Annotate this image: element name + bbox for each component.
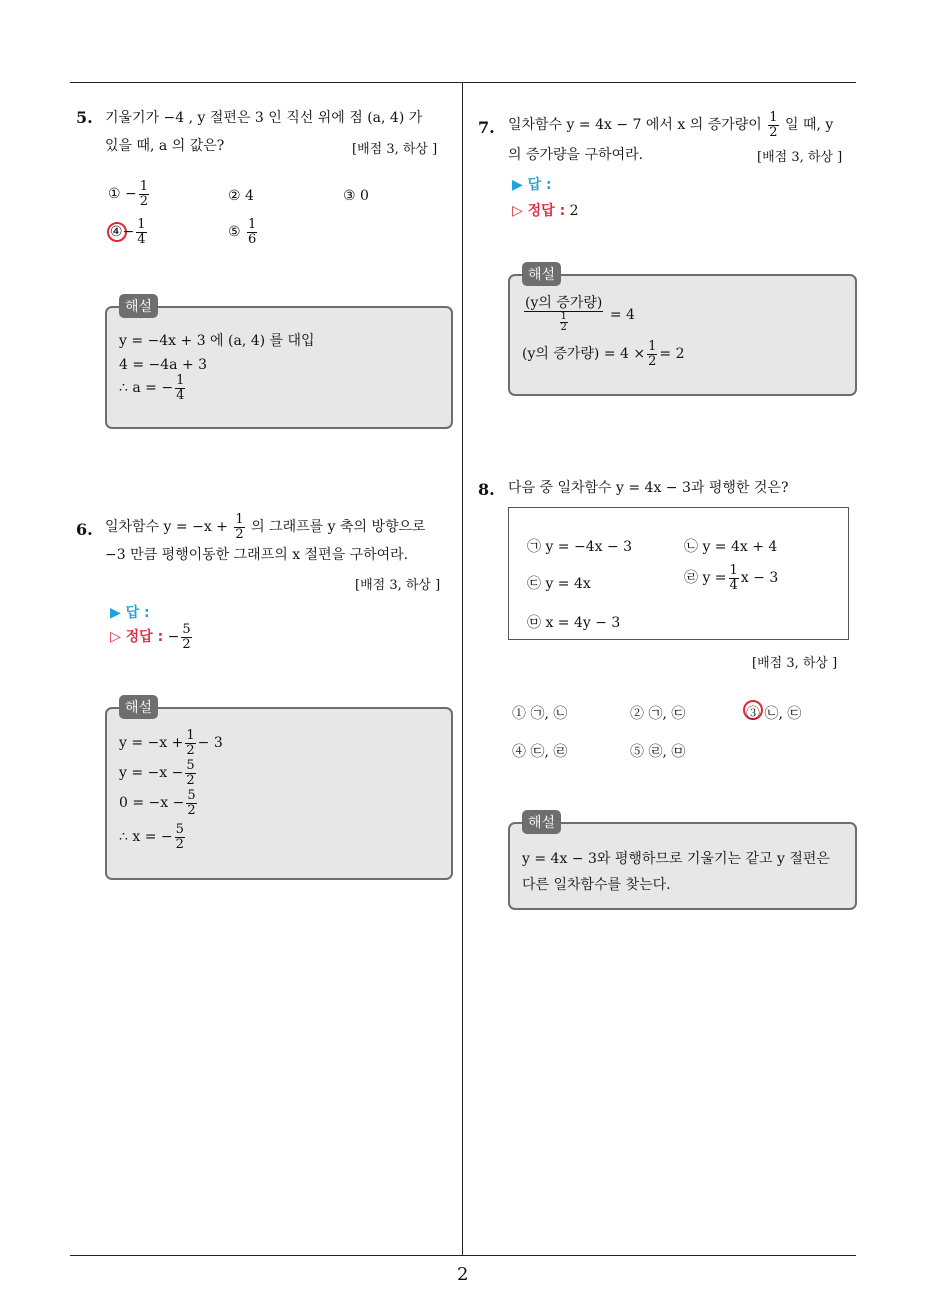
- q6-correct-answer: ▷ 정답 : − $\frac{5}{2}$: [110, 622, 191, 652]
- q8-choice-2[interactable]: ② ㉠, ㉢: [630, 706, 686, 722]
- q8-item-c: ㉢ y = 4x: [527, 576, 591, 592]
- q6-sol-line3: 0 = −x − $\frac{5}{2}$: [119, 788, 196, 818]
- q7-sol-line1: $\frac{\text{(y의 증가량)}}{\frac{1}{2}}$ = 4: [525, 295, 635, 334]
- q6-sol-line1: y = −x + $\frac{1}{2}$ − 3: [119, 728, 223, 758]
- q5-solution-box: [105, 299, 453, 429]
- q7-answer-label: ▶ 답 :: [512, 177, 552, 193]
- q5-sol-line2: 4 = −4a + 3: [119, 357, 208, 373]
- q8-text-line1: 다음 중 일차함수 y = 4x − 3과 평행한 것은?: [508, 480, 789, 496]
- q8-item-e: ㉤ x = 4y − 3: [527, 615, 621, 631]
- column-divider: [462, 83, 463, 1255]
- q8-meta: [배점 3, 하상 ]: [752, 656, 838, 671]
- q6-solution-tag: 해설: [119, 695, 158, 719]
- q8-sol-line1: y = 4x − 3와 평행하므로 기울기는 같고 y 절편은: [522, 851, 830, 867]
- q5-choice-4[interactable]: ④− $\frac{1}{4}$: [110, 217, 146, 247]
- q5-choice-2[interactable]: ② 4: [228, 188, 254, 204]
- q7-text-line2: 의 증가량을 구하여라.: [508, 147, 644, 163]
- top-rule: [70, 82, 856, 83]
- q8-number: 8.: [478, 480, 495, 499]
- q5-sol-line1: y = −4x + 3 에 (a, 4) 를 대입: [119, 333, 315, 349]
- q8-sol-line2: 다른 일차함수를 찾는다.: [522, 877, 671, 893]
- q6-solution-box: [105, 700, 453, 880]
- q8-items-box: [508, 507, 849, 640]
- q5-choice-1[interactable]: ① − $\frac{1}{2}$: [108, 179, 149, 209]
- q5-sol-line3: ∴ a = − $\frac{1}{4}$: [119, 373, 185, 403]
- q8-choice-4[interactable]: ④ ㉢, ㉣: [512, 744, 568, 760]
- page-number: 2: [457, 1264, 469, 1285]
- q8-choice-1[interactable]: ① ㉠, ㉡: [512, 706, 568, 722]
- q5-meta: [배점 3, 하상 ]: [352, 142, 438, 157]
- q6-text-line2: −3 만큼 평행이동한 그래프의 x 절편을 구하여라.: [105, 547, 409, 563]
- q5-choice-3[interactable]: ③ 0: [343, 188, 369, 204]
- q8-item-d: ㉣ y = $\frac{1}{4}$ x − 3: [684, 563, 779, 593]
- q7-meta: [배점 3, 하상 ]: [757, 150, 843, 165]
- q7-solution-box: [508, 267, 857, 396]
- q7-number: 7.: [478, 118, 495, 137]
- q8-item-a: ㉠ y = −4x − 3: [527, 539, 633, 555]
- q5-text-line2: 있을 때, a 의 값은?: [105, 138, 225, 154]
- q8-choice-3[interactable]: ③ ㉡, ㉢: [746, 706, 802, 722]
- q8-choice-5[interactable]: ⑤ ㉣, ㉤: [630, 744, 686, 760]
- q5-solution-tag: 해설: [119, 294, 158, 318]
- q6-number: 6.: [76, 520, 93, 539]
- q6-sol-line2: y = −x − $\frac{5}{2}$: [119, 758, 195, 788]
- q6-text-line1: 일차함수 y = −x + $\frac{1}{2}$ 의 그래프를 y 축의 방향으로: [105, 511, 426, 542]
- q5-number: 5.: [76, 108, 93, 127]
- q7-solution-tag: 해설: [522, 262, 561, 286]
- q6-meta: [배점 3, 하상 ]: [355, 578, 441, 593]
- q7-text-line1: 일차함수 y = 4x − 7 에서 x 의 증가량이 $\frac{1}{2}$ 일 때, y: [508, 109, 834, 140]
- q5-text-line1: 기울기가 −4 , y 절편은 3 인 직선 위에 점 (a, 4) 가: [105, 110, 423, 126]
- q6-answer-label: ▶ 답 :: [110, 605, 150, 621]
- q7-sol-line2: (y의 증가량) = 4 × $\frac{1}{2}$ = 2: [522, 339, 685, 369]
- q6-sol-line4: ∴ x = − $\frac{5}{2}$: [119, 822, 184, 852]
- q7-correct-answer: ▷ 정답 : 2: [512, 203, 579, 219]
- q8-solution-tag: 해설: [522, 810, 561, 834]
- q8-solution-box: [508, 815, 857, 910]
- bottom-rule: [70, 1255, 856, 1256]
- q5-choice-5[interactable]: ⑤ $\frac{1}{6}$: [228, 217, 257, 247]
- q8-item-b: ㉡ y = 4x + 4: [684, 539, 778, 555]
